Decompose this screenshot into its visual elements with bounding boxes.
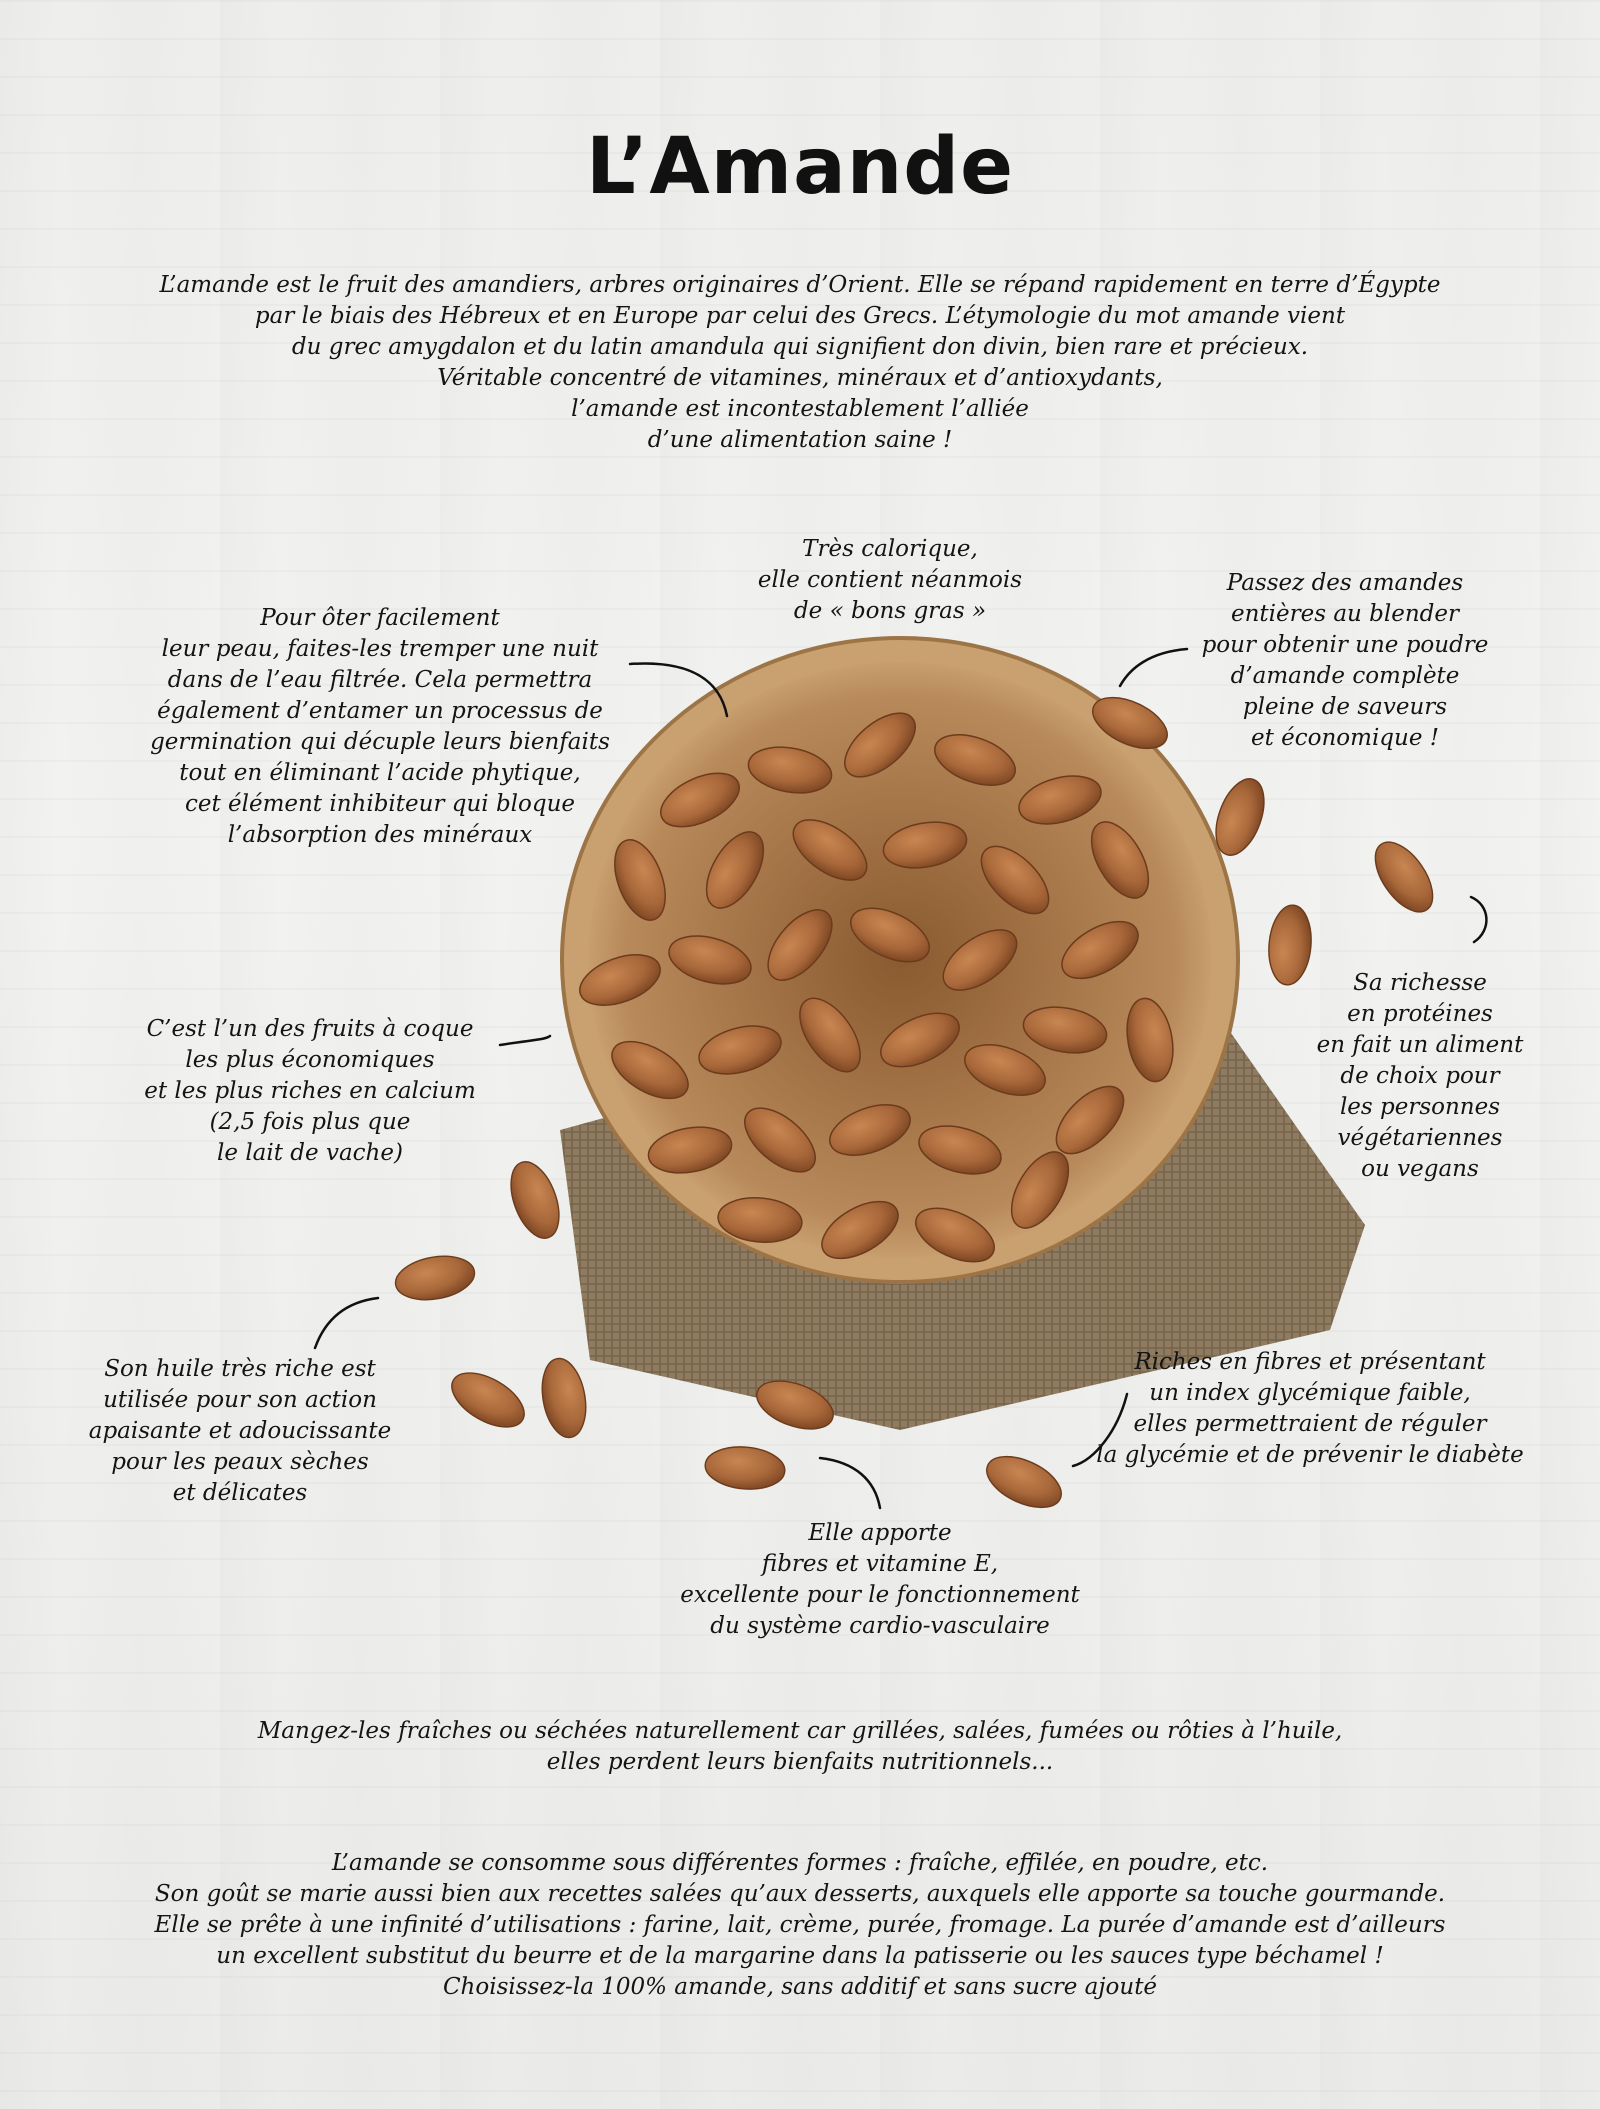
note-calcium: C’est l’un des fruits à coque les plus économiques et les plus riches en calcium (2,5 fois plus que le lait de vache) [144, 1016, 476, 1166]
formes-paragraph: L’amande se consomme sous différentes formes : fraîche, effilée, en poudre, etc. Son goût se marie aussi bien aux recettes salées qu’aux desserts, auxquels elle apporte sa touche gourmande. Elle se prête à une infinité d’utilisations : farine, lait, crème, purée, fromage. La purée d’amande est d’ailleurs un excellent substitut du beurre et de la margarine dans la patisserie ou les sauces type béchamel ! Choisissez-la 100% amande, sans additif et sans sucre ajouté [154, 1850, 1446, 2000]
note-calorique: Très calorique, elle contient néanmois de « bons gras » [757, 536, 1023, 624]
intro-paragraph: L’amande est le fruit des amandiers, arbres originaires d’Orient. Elle se répand rapidement en terre d’Égypte par le biais des Hébreux et en Europe par celui des Grecs. L’étymologie du mot amande vient du grec amygdalon et du latin amandula qui signifient don divin, bien rare et précieux. Véritable concentré de vitamines, minéraux et d’antioxydants, l’amande est incontestablement l’alliée d’une alimentation saine ! [159, 272, 1441, 453]
note-huile: Son huile très riche est utilisée pour son action apaisante et adoucissante pour les peaux sèches et délicates [88, 1356, 392, 1506]
note-proteines: Sa richesse en protéines en fait un aliment de choix pour les personnes végétariennes ou vegans [1316, 970, 1524, 1182]
note-fibres: Riches en fibres et présentant un index glycémique faible, elles permettraient de réguler la glycémie et de prévenir le diabète [1096, 1349, 1524, 1468]
note-peau: Pour ôter facilement leur peau, faites-les tremper une nuit dans de l’eau filtrée. Cela permettra également d’entamer un processus de germination qui décuple leurs bienfaits tout en éliminant l’acide phytique, cet élément inhibiteur qui bloque l’absorption des minéraux [150, 605, 610, 848]
mangez-paragraph: Mangez-les fraîches ou séchées naturellement car grillées, salées, fumées ou rôties à l’huile, elles perdent leurs bienfaits nutritionnels... [257, 1718, 1343, 1775]
note-blender: Passez des amandes entières au blender pour obtenir une poudre d’amande complète pleine de saveurs et économique ! [1201, 570, 1489, 751]
page-title: L’Amande [586, 122, 1014, 212]
note-vitamine: Elle apporte fibres et vitamine E, excellente pour le fonctionnement du système cardio-vasculaire [680, 1520, 1080, 1639]
